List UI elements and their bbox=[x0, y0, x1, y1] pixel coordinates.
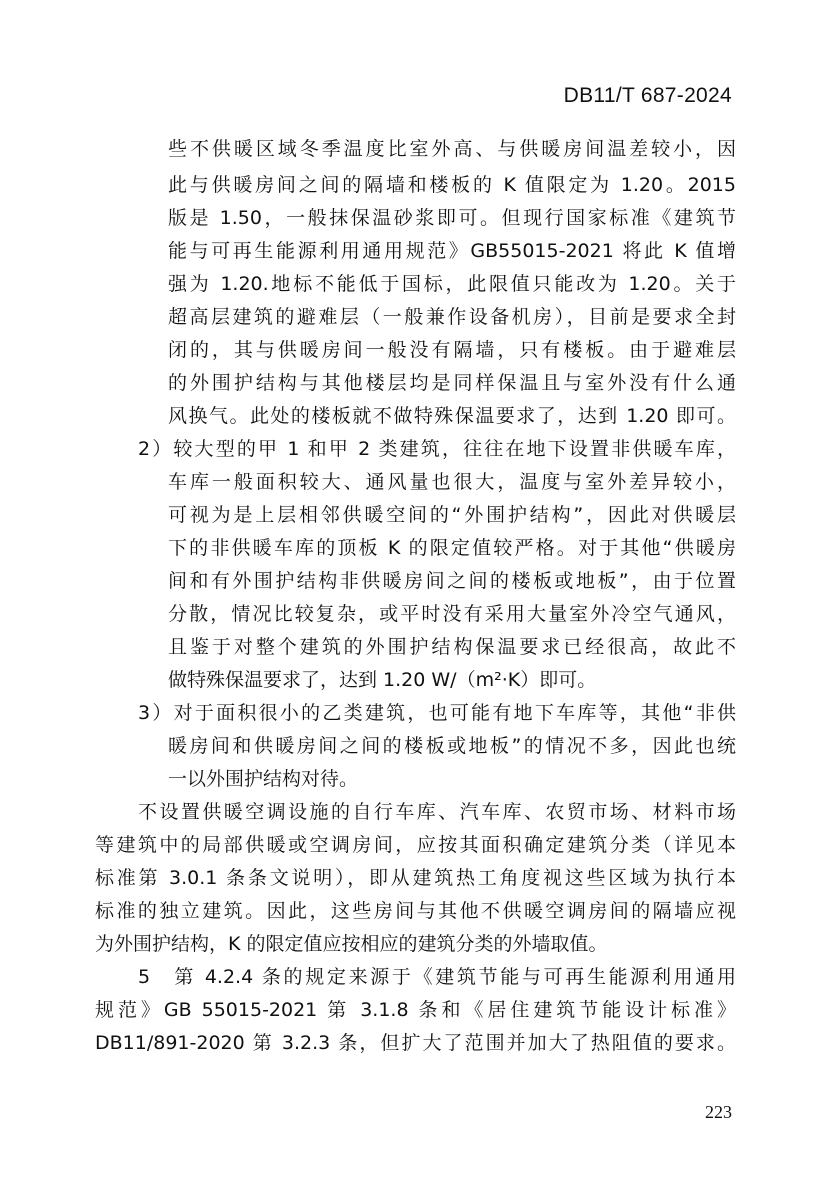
text-line: 可视为是上层相邻供暖空间的“外围护结构”，因此对供暖层 bbox=[168, 504, 736, 526]
text-line: 标准的独立建筑。因此，这些房间与其他不供暖空调房间的隔墙应视 bbox=[95, 900, 736, 922]
text-line: 等建筑中的局部供暖或空调房间，应按其面积确定建筑分类（详见本 bbox=[95, 834, 736, 856]
text-line: 超高层建筑的避难层（一般兼作设备机房），目前是要求全封 bbox=[168, 306, 736, 328]
list-item-2: 2）较大型的甲 1 和甲 2 类建筑，往往在地下设置非供暖车库， bbox=[138, 438, 736, 460]
text-line: 的外围护结构与其他楼层均是同样保温且与室外没有什么通 bbox=[168, 372, 736, 394]
text-line: 暖房间和供暖房间之间的楼板或地板”的情况不多，因此也统 bbox=[168, 735, 736, 757]
document-code: DB11/T 687-2024 bbox=[563, 84, 732, 107]
text-line: 版是 1.50，一般抹保温砂浆即可。但现行国家标准《建筑节 bbox=[168, 207, 736, 229]
text-line: 下的非供暖车库的顶板 K 的限定值较严格。对于其他“供暖房 bbox=[168, 537, 736, 559]
text-line: 风换气。此处的楼板就不做特殊保温要求了，达到 1.20 即可。 bbox=[168, 405, 736, 427]
text-line: 且鉴于对整个建筑的外围护结构保温要求已经很高，故此不 bbox=[168, 636, 736, 658]
text-line: 分散，情况比较复杂，或平时没有采用大量室外冷空气通风， bbox=[168, 603, 736, 625]
list-item-3: 3）对于面积很小的乙类建筑，也可能有地下车库等，其他“非供 bbox=[138, 702, 736, 724]
text-line: 能与可再生能源利用通用规范》GB55015-2021 将此 K 值增 bbox=[168, 240, 736, 262]
text-line: 规范》GB 55015-2021 第 3.1.8 条和《居住建筑节能设计标准》 bbox=[95, 999, 736, 1021]
text-line: 为外围护结构，K 的限定值应按相应的建筑分类的外墙取值。 bbox=[95, 933, 608, 955]
text-line: 间和有外围护结构非供暖房间之间的楼板或地板”，由于位置 bbox=[168, 570, 736, 592]
text-line: 些不供暖区域冬季温度比室外高、与供暖房间温差较小，因 bbox=[168, 138, 736, 160]
page-number: 223 bbox=[705, 1102, 732, 1122]
text-line: 闭的，其与供暖房间一般没有隔墙，只有楼板。由于避难层 bbox=[168, 339, 736, 361]
text-line: 一以外围护结构对待。 bbox=[168, 768, 359, 790]
text-line: 此与供暖房间之间的隔墙和楼板的 K 值限定为 1.20。2015 bbox=[168, 174, 736, 196]
text-line: 标准第 3.0.1 条条文说明），即从建筑热工角度视这些区域为执行本 bbox=[95, 867, 736, 889]
text-line: DB11/891-2020 第 3.2.3 条，但扩大了范围并加大了热阻值的要求。 bbox=[95, 1032, 736, 1054]
clause-5-start: 5 第 4.2.4 条的规定来源于《建筑节能与可再生能源利用通用 bbox=[138, 966, 736, 988]
text-line: 强为 1.20.地标不能低于国标，此限值只能改为 1.20。关于 bbox=[168, 273, 736, 295]
paragraph-start: 不设置供暖空调设施的自行车库、汽车库、农贸市场、材料市场 bbox=[138, 801, 736, 823]
text-line: 做特殊保温要求了，达到 1.20 W/（m²·K）即可。 bbox=[168, 669, 597, 691]
text-line: 车库一般面积较大、通风量也很大，温度与室外差异较小， bbox=[168, 471, 736, 493]
